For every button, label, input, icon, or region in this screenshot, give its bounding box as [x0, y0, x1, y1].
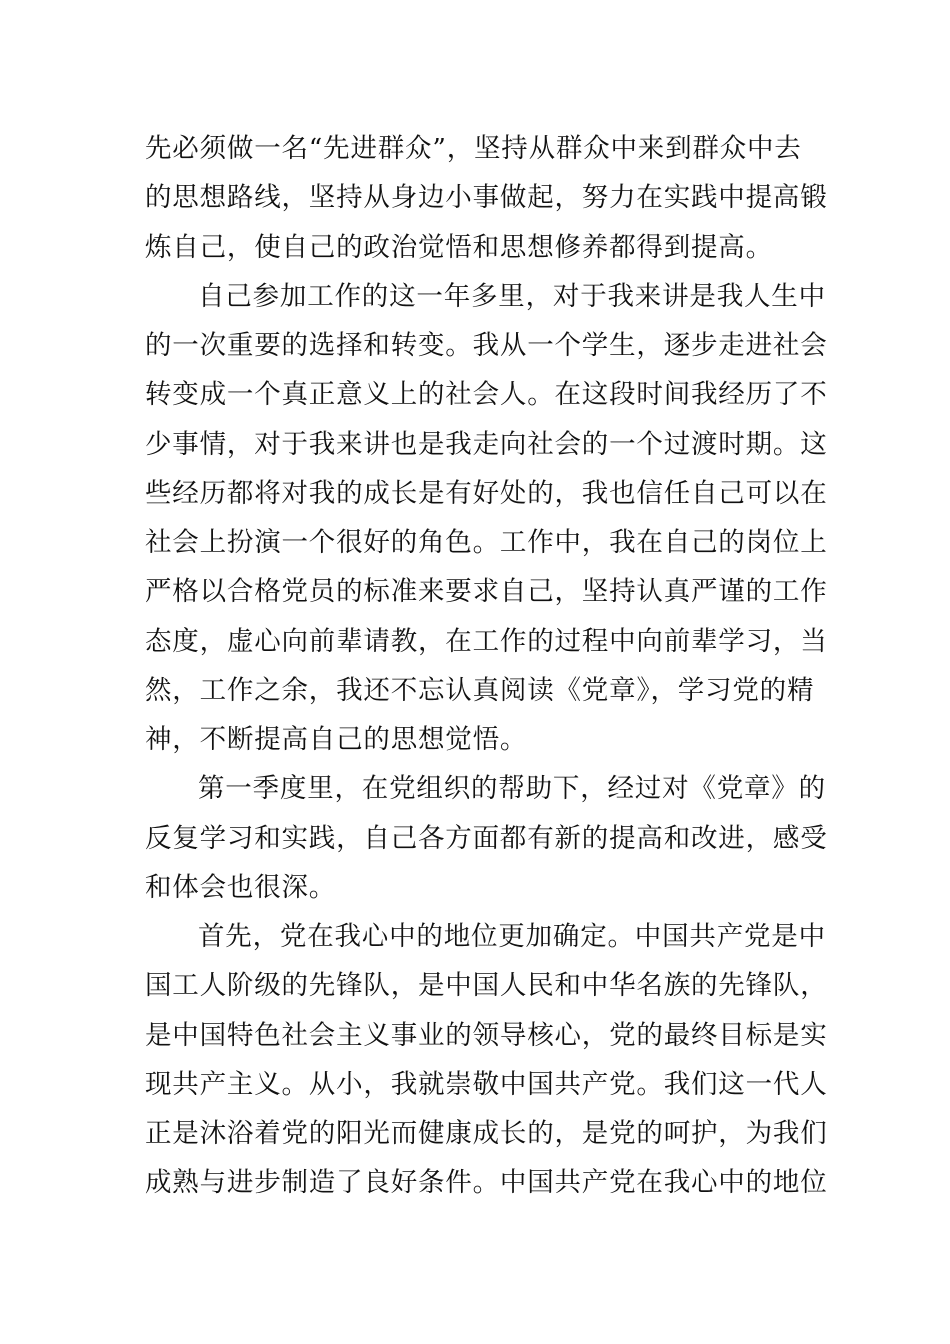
text-line: 然，工作之余，我还不忘认真阅读《党章》，学习党的精: [145, 674, 815, 706]
document-body: [145, 124, 828, 1208]
paragraph-first-line: 首先，党在我心中的地位更加确定。中国共产党是中: [198, 921, 826, 952]
text-line: 神，不断提高自己的思想觉悟。: [145, 724, 528, 755]
text-line: 转变成一个真正意义上的社会人。在这段时间我经历了不: [145, 379, 828, 411]
text-line: 社会上扮演一个很好的角色。工作中，我在自己的岗位上: [145, 527, 828, 558]
text-line: 正是沐浴着党的阳光而健康成长的，是党的呵护，为我们: [145, 1118, 828, 1149]
text-line: 的一次重要的选择和转变。我从一个学生，逐步走进社会: [145, 330, 828, 361]
text-line: 现共产主义。从小，我就崇敬中国共产党。我们这一代人: [145, 1068, 828, 1100]
text-line: 些经历都将对我的成长是有好处的，我也信任自己可以在: [145, 477, 828, 509]
text-line: 成熟与进步制造了良好条件。中国共产党在我心中的地位: [145, 1167, 828, 1199]
paragraph-first-line: 自己参加工作的这一年多里，对于我来讲是我人生中: [198, 280, 826, 312]
text-line: 的思想路线，坚持从身边小事做起，努力在实践中提高锻: [145, 182, 828, 214]
text-line: 反复学习和实践，自己各方面都有新的提高和改进，感受: [145, 822, 828, 854]
text-line: 少事情，对于我来讲也是我走向社会的一个过渡时期。这: [145, 428, 828, 460]
text-line: 和体会也很深。: [145, 871, 337, 903]
text-line: 严格以合格党员的标准来要求自己，坚持认真严谨的工作: [145, 576, 828, 608]
text-line: 国工人阶级的先锋队，是中国人民和中华名族的先锋队，: [145, 970, 828, 1002]
text-line: 态度，虚心向前辈请教，在工作的过程中向前辈学习，当: [145, 625, 828, 657]
text-line: 先必须做一名“先进群众”，坚持从群众中来到群众中去: [145, 133, 802, 164]
text-line: 炼自己，使自己的政治觉悟和思想修养都得到提高。: [145, 231, 773, 263]
paragraph-first-line: 第一季度里，在党组织的帮助下，经过对《党章》的: [198, 773, 826, 805]
text-line: 是中国特色社会主义事业的领导核心，党的最终目标是实: [145, 1019, 828, 1051]
